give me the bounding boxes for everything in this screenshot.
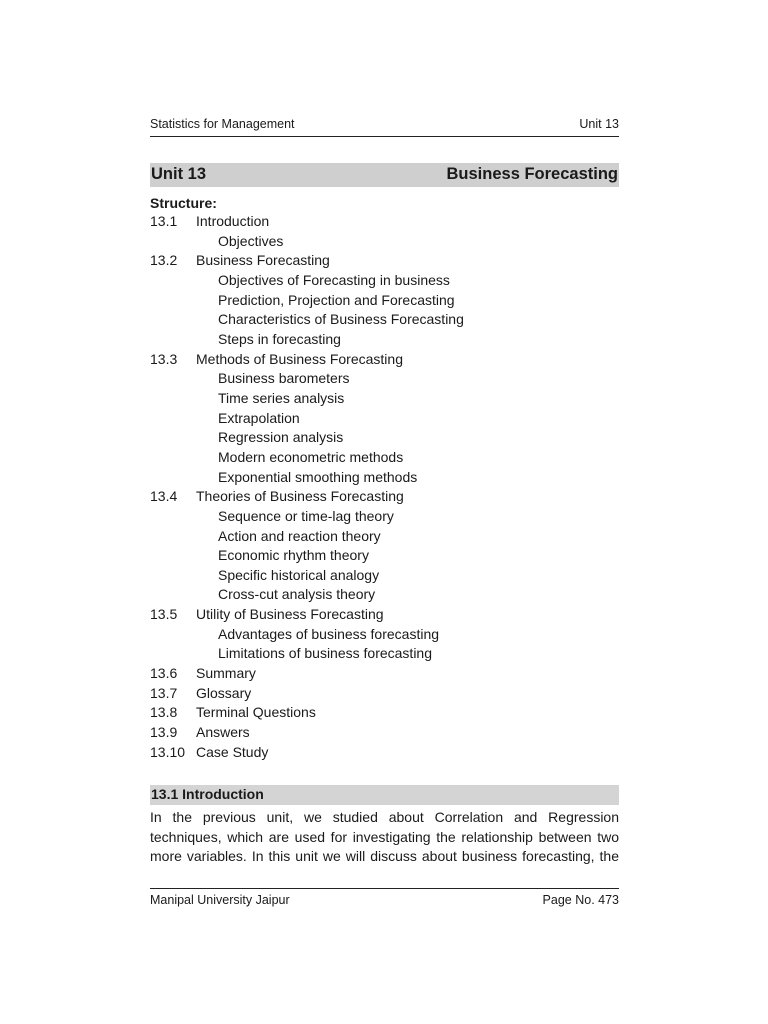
toc-subitem [150,232,619,252]
toc-subitem [150,507,619,527]
unit-number: Unit 13 [151,165,207,183]
toc-item-title: Objectives of Forecasting in business [218,271,450,288]
toc-item-number: 13.9 [150,724,178,741]
toc-subitem [150,527,619,547]
table-of-contents [150,212,619,762]
toc-subitem [150,585,619,605]
paragraph-line: In the previous unit, we studied about Correlation and Regression [150,809,619,825]
toc-subitem [150,468,619,488]
toc-item-title: Summary [196,665,256,682]
toc-item-title: Action and reaction theory [218,527,381,544]
toc-subitem [150,428,619,448]
toc-subitem [150,644,619,664]
footer-page-number: Page No. 473 [542,893,619,907]
toc-item-title: Methods of Business Forecasting [196,350,403,367]
toc-item [150,251,619,271]
unit-title: Business Forecasting [446,165,618,183]
toc-item-number: 13.5 [150,606,178,623]
paragraph-line: techniques, which are used for investigating the relationship between two [150,828,619,845]
toc-item-title: Introduction [196,213,270,229]
toc-subitem [150,310,619,330]
toc-subitem [150,330,619,350]
toc-item [150,605,619,625]
toc-item-number: 13.1 [150,213,178,229]
footer-institution: Manipal University Jaipur [150,893,290,907]
toc-item-title: Extrapolation [218,409,300,426]
header-unit-label: Unit 13 [579,117,619,131]
toc-item-title: Business barometers [218,370,350,387]
toc-item-number: 13.6 [150,665,178,682]
toc-item [150,664,619,684]
toc-item [150,703,619,723]
toc-subitem [150,546,619,566]
unit-title-bar [150,163,619,187]
toc-item [150,743,619,763]
toc-item-title: Economic rhythm theory [218,547,369,564]
toc-item-title: Characteristics of Business Forecasting [218,311,464,328]
section-heading: 13.1 Introduction [151,786,264,802]
toc-item-number: 13.8 [150,704,178,721]
toc-item [150,350,619,370]
toc-item-number: 13.3 [150,350,178,367]
toc-subitem [150,291,619,311]
toc-item-title: Theories of Business Forecasting [196,488,404,505]
toc-item [150,684,619,704]
toc-item-title: Limitations of business forecasting [218,645,432,662]
toc-item-title: Cross-cut analysis theory [218,586,376,603]
toc-item-title: Prediction, Projection and Forecasting [218,291,455,308]
toc-item-title: Steps in forecasting [218,330,341,347]
toc-item-title: Answers [196,724,250,741]
section-heading-bar [150,785,619,805]
intro-paragraph [150,808,619,867]
toc-subitem [150,448,619,468]
toc-item [150,723,619,743]
structure-label: Structure: [150,195,217,211]
toc-item-title: Specific historical analogy [218,566,380,583]
toc-item-title: Utility of Business Forecasting [196,606,384,623]
toc-item-title: Modern econometric methods [218,448,404,465]
running-footer [150,888,619,909]
toc-subitem [150,625,619,645]
toc-subitem [150,566,619,586]
toc-item-title: Objectives [218,232,284,249]
toc-item-number: 13.2 [150,252,178,269]
toc-item-title: Regression analysis [218,429,344,446]
toc-item [150,212,619,232]
header-book-title: Statistics for Management [150,117,295,131]
toc-item-number: 13.10 [150,743,186,760]
toc-item-title: Advantages of business forecasting [218,625,440,642]
document-page [150,0,619,1024]
toc-item-number: 13.4 [150,488,178,505]
toc-item-number: 13.7 [150,684,178,701]
toc-item-title: Glossary [196,684,252,701]
toc-subitem [150,271,619,291]
toc-item-title: Terminal Questions [196,704,316,721]
toc-item-title: Business Forecasting [196,252,330,269]
paragraph-line: more variables. In this unit we will discuss about business forecasting, the [150,848,619,865]
toc-item-title: Case Study [196,743,269,760]
toc-subitem [150,389,619,409]
toc-subitem [150,369,619,389]
toc-subitem [150,409,619,429]
toc-item [150,487,619,507]
running-header [150,116,619,137]
toc-item-title: Sequence or time-lag theory [218,507,394,524]
toc-item-title: Exponential smoothing methods [218,468,418,485]
toc-item-title: Time series analysis [218,389,345,406]
